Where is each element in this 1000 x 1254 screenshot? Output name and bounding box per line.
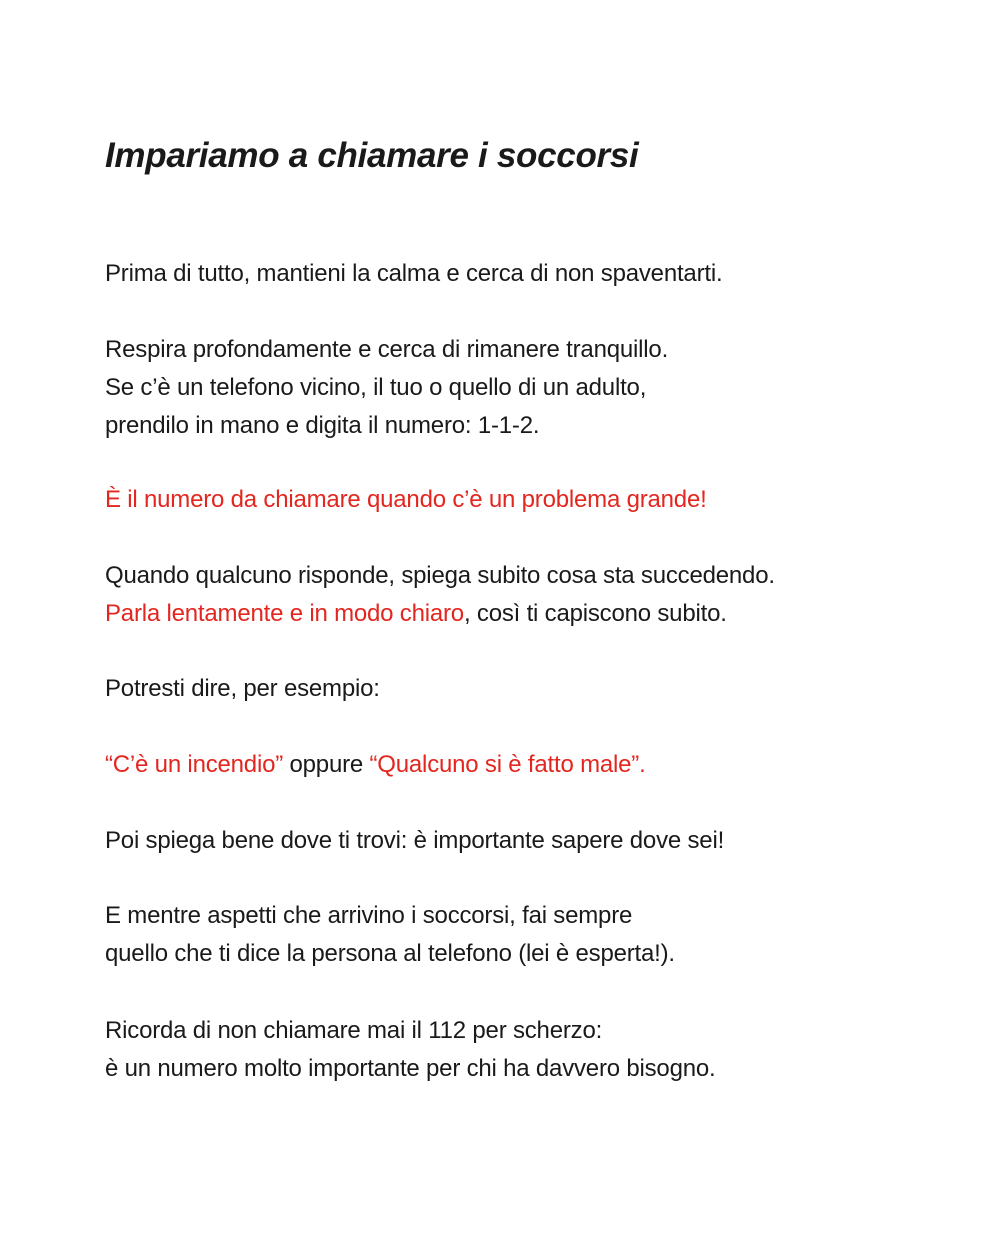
example-quote-injury: “Qualcuno si è fatto male”. [369,751,646,778]
text-line: Potresti dire, per esempio: [105,675,380,702]
text-line: Poi spiega bene dove ti trovi: è importante sapere dove sei! [105,827,725,854]
paragraph-example-intro [105,670,380,708]
text-fragment: , così ti capiscono subito. [463,600,727,627]
highlight-text: È il numero da chiamare quando c’è un problema grande! [105,486,707,513]
highlight-text: Parla lentamente e in modo chiaro [105,600,464,627]
text-line: Prima di tutto, mantieni la calma e cerca di non spaventarti. [105,260,723,287]
text-line [105,746,646,784]
example-quote-fire: “C’è un incendio” [105,751,284,778]
paragraph-wait [105,897,675,973]
text-line: E mentre aspetti che arrivino i soccorsi, fai sempre [105,902,633,929]
text-line: Se c’è un telefono vicino, il tuo o quello di un adulto, [105,374,647,401]
text-line: prendilo in mano e digita il numero: 1-1-2. [105,412,540,439]
text-line: Respira profondamente e cerca di rimanere tranquillo. [105,336,669,363]
paragraph-examples [105,746,646,784]
text-fragment: oppure [283,751,370,778]
paragraph-location [105,822,724,860]
paragraph-phone [105,331,668,445]
page-title: Impariamo a chiamare i soccorsi [105,136,639,175]
text-line: Ricorda di non chiamare mai il 112 per scherzo: [105,1017,603,1044]
paragraph-emergency-number [105,481,707,519]
paragraph-calm [105,255,722,293]
paragraph-explain [105,557,775,633]
paragraph-no-joke [105,1012,716,1088]
text-line: Quando qualcuno risponde, spiega subito cosa sta succedendo. [105,562,775,589]
text-line: è un numero molto importante per chi ha davvero bisogno. [105,1055,716,1082]
text-line: quello che ti dice la persona al telefono (lei è esperta!). [105,940,675,967]
text-line [105,595,775,633]
